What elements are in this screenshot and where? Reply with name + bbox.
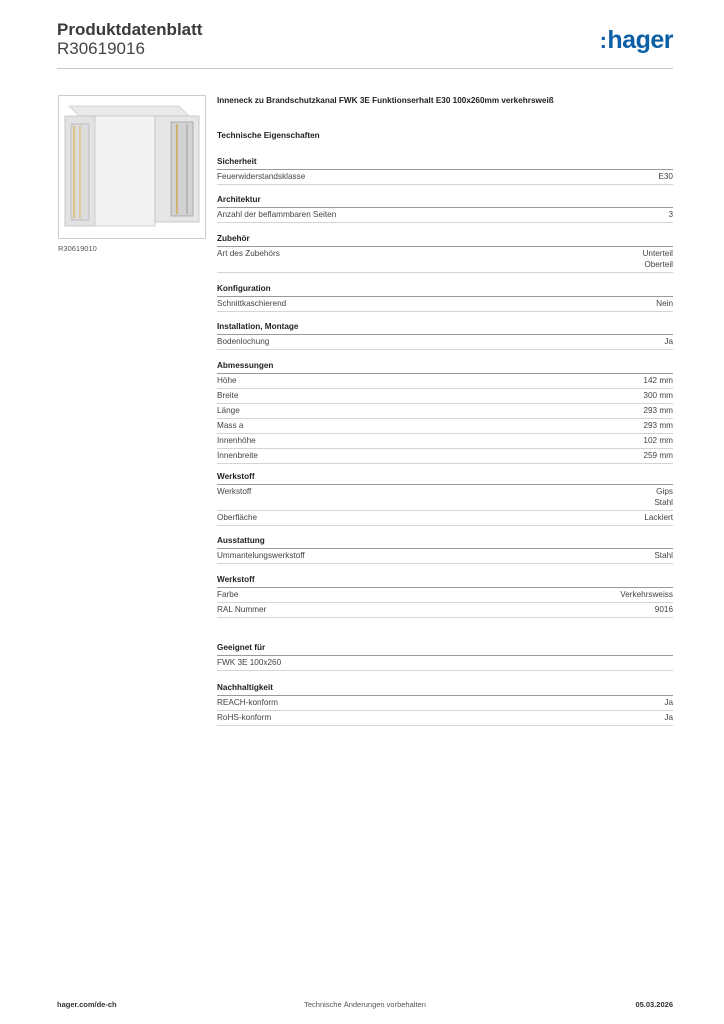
corner-duct-illustration: [59, 96, 205, 238]
property-value: Gips Stahl: [654, 487, 673, 507]
property-value: 3: [668, 210, 673, 219]
property-value: 102 mm: [643, 436, 673, 445]
property-value: Nein: [656, 299, 673, 308]
property-label: Anzahl der beflammbaren Seiten: [217, 210, 337, 219]
property-row: [217, 170, 673, 185]
property-row: [217, 335, 673, 350]
property-value: 259 mm: [643, 451, 673, 460]
section-installation-montage: [217, 321, 673, 350]
property-label: Schnittkaschierend: [217, 299, 287, 308]
property-value: Stahl: [654, 551, 673, 560]
property-row: [217, 297, 673, 312]
property-row: [217, 404, 673, 419]
property-label: Art des Zubehörs: [217, 249, 280, 258]
property-value: E30: [658, 172, 673, 181]
section-heading: Sicherheit: [217, 156, 673, 170]
footer-website-link[interactable]: hager.com/de-ch: [57, 1000, 117, 1009]
property-value: 300 mm: [643, 391, 673, 400]
property-row: [217, 434, 673, 449]
product-image: [58, 95, 206, 239]
property-label: Länge: [217, 406, 240, 415]
hager-logo: :hager: [599, 26, 673, 54]
property-label: Oberfläche: [217, 513, 258, 522]
property-label: Bodenlochung: [217, 337, 270, 346]
section-heading: Werkstoff: [217, 574, 673, 588]
property-row: [217, 696, 673, 711]
section-zubehoer: [217, 233, 673, 273]
technical-properties-heading: Technische Eigenschaften: [217, 131, 320, 140]
property-row: [217, 247, 673, 273]
property-value: 293 mm: [643, 406, 673, 415]
section-sicherheit: [217, 156, 673, 185]
section-heading: Nachhaltigkeit: [217, 682, 673, 696]
section-ausstattung: [217, 535, 673, 564]
property-row: [217, 449, 673, 464]
property-label: RoHS-konform: [217, 713, 272, 722]
property-value: Lackiert: [644, 513, 673, 522]
section-heading: Architektur: [217, 194, 673, 208]
property-label: REACH-konform: [217, 698, 278, 707]
property-row: [217, 603, 673, 618]
section-heading: Geeignet für: [217, 642, 673, 656]
property-row: [217, 419, 673, 434]
product-number: R30619016: [57, 39, 145, 58]
document-title: Produktdatenblatt: [57, 20, 203, 39]
section-heading: Ausstattung: [217, 535, 673, 549]
property-label: Farbe: [217, 590, 239, 599]
property-row: [217, 588, 673, 603]
property-value: Ja: [664, 698, 673, 707]
section-konfiguration: [217, 283, 673, 312]
property-row: [217, 485, 673, 511]
property-row: [217, 711, 673, 726]
section-heading: Installation, Montage: [217, 321, 673, 335]
property-label: Breite: [217, 391, 239, 400]
footer-date: 05.03.2026: [635, 1000, 673, 1009]
property-label: Innenhöhe: [217, 436, 256, 445]
footer-notice: Technische Änderungen vorbehalten: [304, 1000, 426, 1009]
property-label: Höhe: [217, 376, 237, 385]
page-header: [57, 20, 673, 68]
image-caption: R30619010: [58, 244, 97, 253]
section-werkstoff: [217, 471, 673, 526]
property-value: 142 mm: [643, 376, 673, 385]
property-row: [217, 208, 673, 223]
section-nachhaltigkeit: [217, 682, 673, 726]
section-abmessungen: [217, 360, 673, 464]
header-divider: [57, 68, 673, 69]
property-row: [217, 656, 673, 671]
property-label: Ummantelungswerkstoff: [217, 551, 305, 560]
property-value: Verkehrsweiss: [620, 590, 673, 599]
section-geeignet-fuer: [217, 642, 673, 671]
property-value: Ja: [664, 713, 673, 722]
product-title: Inneneck zu Brandschutzkanal FWK 3E Funktionserhalt E30 100x260mm verkehrsweiß: [217, 96, 554, 105]
section-architektur: [217, 194, 673, 223]
page-footer: [57, 1000, 673, 1012]
property-label: Innenbreite: [217, 451, 258, 460]
property-value: Unterteil Oberteil: [642, 249, 673, 269]
section-heading: Abmessungen: [217, 360, 673, 374]
section-werkstoff-farbe: [217, 574, 673, 618]
property-row: [217, 374, 673, 389]
property-value: 293 mm: [643, 421, 673, 430]
property-value: Ja: [664, 337, 673, 346]
section-heading: Zubehör: [217, 233, 673, 247]
property-label: Werkstoff: [217, 487, 252, 496]
property-label: RAL Nummer: [217, 605, 267, 614]
property-label: FWK 3E 100x260: [217, 658, 282, 667]
property-label: Mass a: [217, 421, 244, 430]
property-row: [217, 389, 673, 404]
section-heading: Werkstoff: [217, 471, 673, 485]
property-row: [217, 511, 673, 526]
property-value: 9016: [654, 605, 673, 614]
property-row: [217, 549, 673, 564]
property-label: Feuerwiderstandsklasse: [217, 172, 306, 181]
section-heading: Konfiguration: [217, 283, 673, 297]
